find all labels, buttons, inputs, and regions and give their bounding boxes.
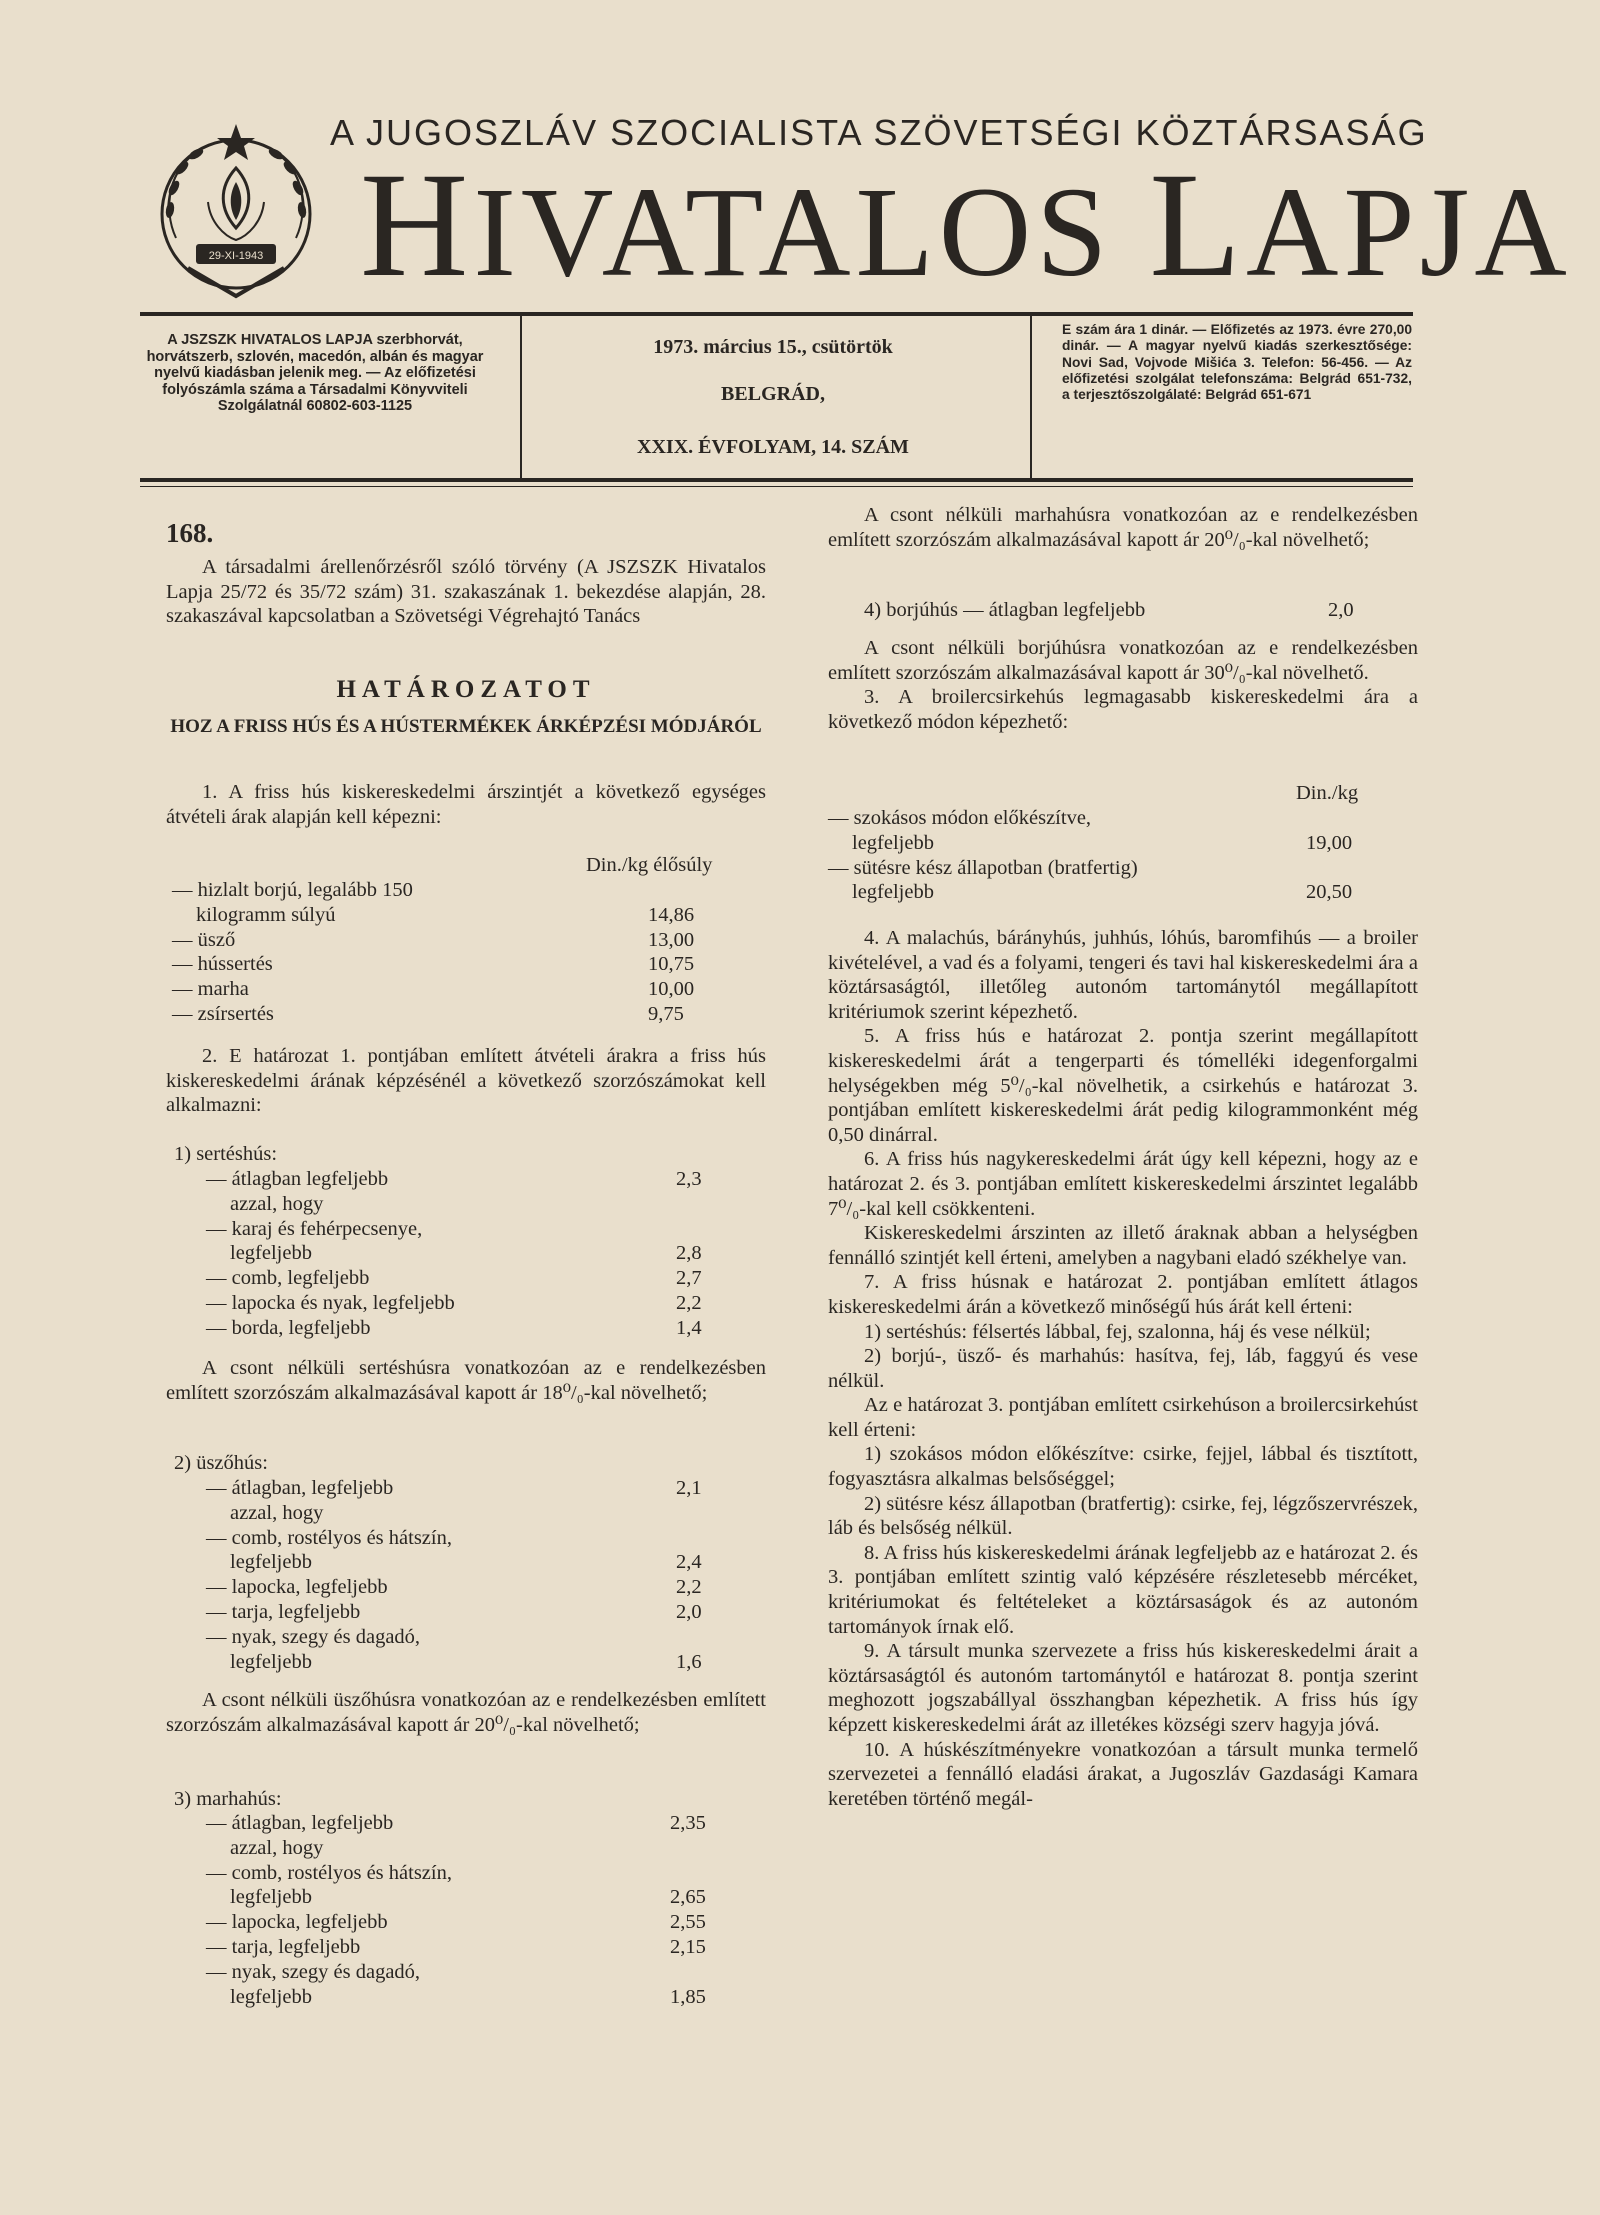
table-row-label: legfeljebb xyxy=(230,1985,312,2008)
table-row-value: 20,50 xyxy=(1306,881,1353,904)
preamble: A társadalmi árellenőrzésről szóló törvény (A JSZSZK Hivatalos Lapja 25/72 és 35/72 szám) 31. szakaszának 1. bekezdése alapján, 28. szakaszával kapcsolatban a Szövetségi Végrehajtó Tanács xyxy=(166,556,766,628)
marhahus-note: A csont nélküli marhahúsra vonatkozóan az e rendelkezésben említett szorzószám alkalmazásával kapott ár 20⁰/₀-kal növelhető; xyxy=(828,504,1418,551)
table-row-value: 13,00 xyxy=(648,928,695,951)
table-row-value: 2,4 xyxy=(676,1551,702,1574)
header-bottom-rule-thin xyxy=(140,486,1413,487)
table-row-label: legfeljebb xyxy=(230,1551,312,1574)
table-row-label: legfeljebb xyxy=(852,831,934,854)
header-bottom-rule xyxy=(140,478,1413,482)
table-row-label: — lapocka, legfeljebb xyxy=(206,1576,388,1599)
svg-text:29-XI-1943: 29-XI-1943 xyxy=(208,250,264,262)
issue-city: BELGRÁD, xyxy=(721,383,825,405)
table-row-value: 2,2 xyxy=(676,1576,702,1599)
table-row-label: — átlagban legfeljebb xyxy=(206,1168,389,1190)
decree-number: 168. xyxy=(166,518,214,548)
table-row-label: — comb, rostélyos és hátszín, xyxy=(206,1861,452,1884)
paragraph-6: 6. A friss hús nagykereskedelmi árát úgy kell képezni, hogy az e határozat 2. és 3. pontjában említett kiskereskedelmi árszintet legalább 7⁰/₀-kal kell csökkenteni. xyxy=(828,1148,1418,1220)
section3-title: 3) marhahús: xyxy=(174,1788,282,1810)
table-row-label: azzal, hogy xyxy=(230,1501,324,1524)
table-row-label: legfeljebb xyxy=(230,1650,312,1673)
table-row-label: — tarja, legfeljebb xyxy=(206,1936,361,1958)
paragraph-4: 4. A malachús, bárányhús, juhhús, lóhús, baromfihús — a broiler kivételével, a vad és a folyami, tengeri és tavi hal kiskereskedelmi ára a köztársaságtól, illetőleg autonóm tartománytól megállapított kritériumok szerint képezhető. xyxy=(828,927,1418,1023)
table-row-label: legfeljebb xyxy=(230,1886,312,1909)
decree-subheading: HOZ A FRISS HÚS ÉS A HÚSTERMÉKEK ÁRKÉPZÉSI MÓDJÁRÓL xyxy=(170,716,762,737)
paragraph-9: 9. A társult munka szervezete a friss hús kiskereskedelmi árait a köztársaságtól és autonóm tartománytól e határozat 8. pontja szerint meghozott jogszabállyal összhangban képezhetik. A friss hús így képzett kiskereskedelmi árát az illetékes községi szerv hagyja jóvá. xyxy=(828,1640,1418,1736)
table-row-value: 14,86 xyxy=(648,903,695,926)
table-row-value: 1,6 xyxy=(676,1650,702,1673)
table-row-label: kilogramm súlyú xyxy=(196,903,336,926)
table-row-value: 2,1 xyxy=(676,1477,702,1499)
paragraph-1: 1. A friss hús kiskereskedelmi árszintjét a következő egységes átvételi árak alapján kell képezni: xyxy=(166,781,766,828)
section4-note: A csont nélküli borjúhúsra vonatkozóan az e rendelkezésben említett szorzószám alkalmazásával kapott ár 30⁰/₀-kal növelhető. xyxy=(828,637,1418,684)
table-row-value: 19,00 xyxy=(1306,831,1353,854)
table-row-value: 2,35 xyxy=(670,1812,706,1834)
table-row-value: 2,0 xyxy=(676,1601,702,1623)
header-divider-right xyxy=(1030,316,1032,478)
table-row-label: azzal, hogy xyxy=(230,1836,324,1859)
table-row-label: — lapocka és nyak, legfeljebb xyxy=(206,1292,455,1314)
table-row-label: — hizlalt borjú, legalább 150 xyxy=(172,879,413,901)
table-row-label: — lapocka, legfeljebb xyxy=(206,1911,388,1934)
issue-date: 1973. március 15., csütörtök xyxy=(653,336,893,358)
paragraph-3: 3. A broilercsirkehús legmagasabb kiskereskedelmi ára a következő módon képezhető: xyxy=(828,686,1418,733)
state-emblem-icon xyxy=(148,118,324,308)
table-row-value: 10,00 xyxy=(648,978,695,1001)
header-divider-left xyxy=(520,316,522,478)
section4-value: 2,0 xyxy=(1328,599,1354,621)
table-row-label: — szokásos módon előkészítve, xyxy=(828,807,1092,829)
paragraph-6b: Kiskereskedelmi árszinten az illető áraknak abban a helységben fennálló szintjét kell érteni, amelyben a nagybani eladó székhelye van. xyxy=(828,1222,1418,1269)
table-row-label: — comb, rostélyos és hátszín, xyxy=(206,1526,452,1549)
table-row-value: 2,55 xyxy=(670,1911,706,1934)
header-top-rule xyxy=(140,312,1413,316)
table-row-label: — marha xyxy=(172,978,249,1001)
table-row-label: — átlagban, legfeljebb xyxy=(206,1812,394,1834)
table-row-label: — borda, legfeljebb xyxy=(206,1316,371,1339)
table-row-value: 2,65 xyxy=(670,1886,706,1909)
table-row-value: 2,8 xyxy=(676,1242,702,1265)
decree-heading: HATÁROZATOT xyxy=(336,676,596,703)
table-row-value: 1,85 xyxy=(670,1985,706,2008)
paragraph-2: 2. E határozat 1. pontjában említett átvételi árakra a friss hús kiskereskedelmi árának képzésénél a következő szorzószámokat kell alkalmazni: xyxy=(166,1045,766,1117)
paragraph-7: 7. A friss húsnak e határozat 2. pontjában említett átlagos kiskereskedelmi árán a következő minőségű hús árát kell érteni: xyxy=(828,1271,1418,1318)
table-row-value: 2,15 xyxy=(670,1936,706,1958)
masthead-supertitle: A JUGOSZLÁV SZOCIALISTA SZÖVETSÉGI KÖZTÁRSASÁG xyxy=(330,112,1428,153)
section2-title: 2) üszőhús: xyxy=(174,1452,268,1474)
masthead-title: HIVATALOS LAPJA xyxy=(360,142,1572,308)
table-row-label: — sütésre kész állapotban (bratfertig) xyxy=(828,856,1138,879)
section2-note: A csont nélküli üszőhúsra vonatkozóan az e rendelkezésben említett szorzószám alkalmazásával kapott ár 20⁰/₀-kal növelhető; xyxy=(166,1689,766,1736)
publication-info: A JSZSZK HIVATALOS LAPJA szerbhorvát, horvátszerb, szlovén, macedón, albán és magyar nyelvű kiadásban jelenik meg. — Az előfizetési folyószámla száma a Társadalmi Könyvviteli Szolgálatnál 60802-603-1125 xyxy=(146,332,484,414)
section4-label: 4) borjúhús — átlagban legfeljebb xyxy=(864,599,1146,621)
paragraph-7c: Az e határozat 3. pontjában említett csirkehúson a broilercsirkehúst kell érteni: xyxy=(828,1394,1418,1441)
table-row-value: 10,75 xyxy=(648,953,695,976)
table-row-label: — comb, legfeljebb xyxy=(206,1267,370,1290)
paragraph-7d: 1) szokásos módon előkészítve: csirke, fejjel, lábbal és tisztított, fogyasztásra alkalmas belsőséggel; xyxy=(828,1443,1418,1491)
section1-title: 1) sertéshús: xyxy=(174,1143,278,1165)
table-row-label: — átlagban, legfeljebb xyxy=(206,1477,394,1499)
paragraph-7a: 1) sertéshús: félsertés lábbal, fej, szalonna, háj és vese nélkül; xyxy=(864,1320,1371,1343)
paragraph-5: 5. A friss hús e határozat 2. pontja szerint megállapított kiskereskedelmi árát a tengerparti és tómelléki idegenforgalmi helységekben még 5⁰/₀-kal növelhetik, a csirkehús e határozat 3. pontjában említett kiskereskedelmi árát pedig kilogrammonként még 0,50 dinárral. xyxy=(828,1025,1418,1146)
paragraph-7e: 2) sütésre kész állapotban (bratfertig): csirke, fej, légzőszervrészek, láb és belsőség nélkül. xyxy=(828,1492,1418,1540)
issue-number: XXIX. ÉVFOLYAM, 14. SZÁM xyxy=(637,436,909,458)
table-row-value: 1,4 xyxy=(676,1316,702,1339)
table-row-value: 2,2 xyxy=(676,1292,702,1314)
table-row-value: 9,75 xyxy=(648,1003,684,1025)
table-row-label: — zsírsertés xyxy=(172,1003,274,1025)
table3-header: Din./kg xyxy=(1296,782,1359,804)
table-row-label: — nyak, szegy és dagadó, xyxy=(206,1625,421,1648)
table-row-label: — üsző xyxy=(172,928,236,951)
table-row-label: — hússertés xyxy=(172,953,273,976)
table1-header: Din./kg élősúly xyxy=(586,854,713,876)
table-row-value: 2,7 xyxy=(676,1267,702,1290)
table-row-value: 2,3 xyxy=(676,1168,702,1190)
table-row-label: legfeljebb xyxy=(230,1242,312,1265)
section1-note: A csont nélküli sertéshúsra vonatkozóan az e rendelkezésben említett szorzószám alkalmazásával kapott ár 18⁰/₀-kal növelhető; xyxy=(166,1357,766,1404)
subscription-info: E szám ára 1 dinár. — Előfizetés az 1973. évre 270,00 dinár. — A magyar nyelvű kiadás szerkesztősége: Novi Sad, Vojvode Mišića 3. Telefon: 56-456. — Az előfizetési szolgálat telefonszáma: Belgrád 651-732, a terjesztőszolgálaté: Belgrád 651-671 xyxy=(1062,322,1412,403)
paragraph-8: 8. A friss hús kiskereskedelmi árának legfeljebb az e határozat 2. és 3. pontjában említett szintig való képzésére részletesebb mércéket, kritériumokat és feltételeket a köztársaságok és az autonóm tartományok írnak elő. xyxy=(828,1541,1418,1638)
table-row-label: azzal, hogy xyxy=(230,1192,324,1215)
table-row-label: — karaj és fehérpecsenye, xyxy=(206,1217,423,1240)
issue-info xyxy=(528,336,1018,475)
paragraph-10: 10. A húskészítményekre vonatkozóan a társult munka termelő szervezetei a fennálló eladási árakat, a Jugoszláv Gazdasági Kamara keretében történő megál- xyxy=(828,1738,1418,1810)
table-row-label: — nyak, szegy és dagadó, xyxy=(206,1960,421,1983)
paragraph-7b: 2) borjú-, üsző- és marhahús: hasítva, fej, láb, faggyú és vese nélkül. xyxy=(828,1345,1418,1392)
table-row-label: — tarja, legfeljebb xyxy=(206,1601,361,1623)
table-row-label: legfeljebb xyxy=(852,881,934,904)
